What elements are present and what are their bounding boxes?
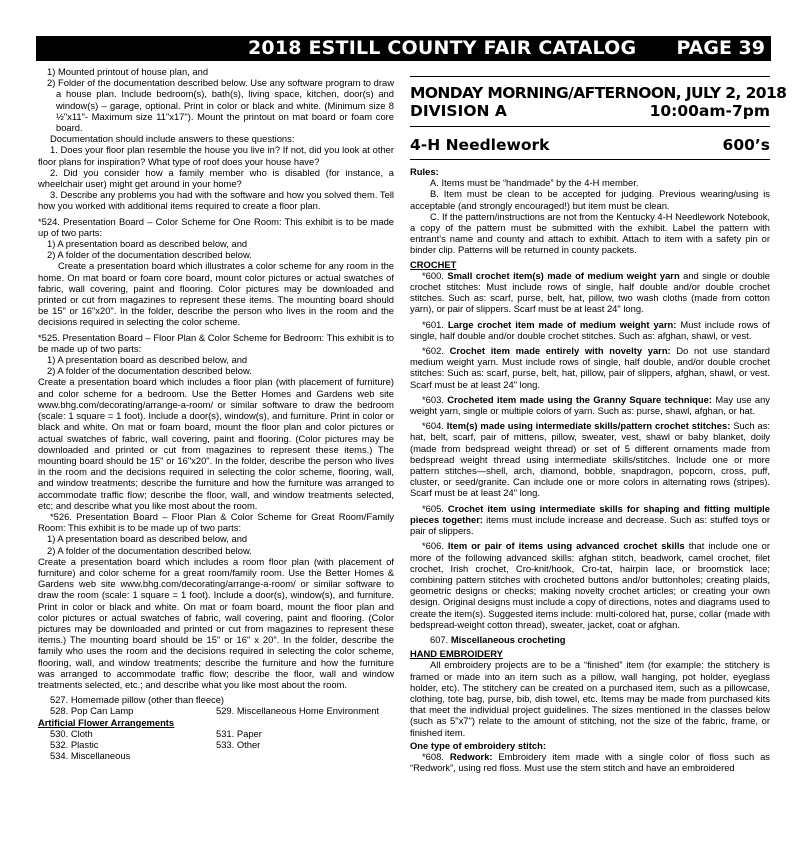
department-name: 4-H Needlework (410, 136, 550, 154)
divider (410, 126, 770, 127)
list-item: 1) Mounted printout of house plan, and (47, 66, 209, 77)
class-600: *600. Small crochet item(s) made of medium weight yarn and single or double crochet stitches: Must include rows of single, half double and/or double crochet stitches. Such as: scarf, purse, belt, hat, pillow, two wash cloths (made from cotton yarn), or pair of slippers. Scarf must be at least 24" long. (410, 269, 771, 315)
catalog-title: 2018 ESTILL COUNTY FAIR CATALOG (248, 37, 637, 59)
paragraph: Create a presentation board which includes a room floor plan (with placement of furniture) and color scheme for a great room/family room. Use the Better Homes & Gardens web site www.bhg.com/decorating/arrange-a-room/ or similar software to draw the room (scale: 1 square = 1 foot). Include a door(s), window(s), and furniture. Print in color or black and white. On mat or foam board, mount the floor plan and color pictures or actual swatches of fabric, wall covering, paint and flooring. (Color pictures may be downloaded and printed or cut from magazines to represent these items.) The mounting board should be 15" or 16" x 20". In the folder, describe the family who uses the room and the decisions required in selecting the color scheme, flooring, wall, and window treatments; describe the furniture and how the furniture was arranged to accommodate traffic flow; describe the floor, wall and window treatments selected, etc.; and describe what you like most about the room. (38, 555, 394, 690)
schedule-date: MONDAY MORNING/AFTERNOON, JULY 2, 2018 (410, 84, 787, 102)
department-number: 600’s (722, 136, 770, 154)
page-number: PAGE 39 (676, 37, 765, 59)
list-item: 2) A folder of the documentation described below. (47, 544, 252, 556)
class-605: *605. Crochet item using intermediate skills for shaping and fitting multiple pieces together: items must include increase and decrease. Such as: stuffed toys or pair of slippers. (410, 502, 771, 537)
class-525: *525. Presentation Board – Floor Plan & Color Scheme for Bedroom: This exhibit is to be made up of two parts: (38, 331, 394, 354)
rule-item: A. Items must be “handmade” by the 4-H member. (430, 177, 639, 189)
subheading: One type of embroidery stitch: (410, 739, 546, 751)
class-604: *604. Item(s) made using intermediate skills/pattern crochet stitches: Such as: hat, belt, scarf, pair of mittens, pillow, sweater, vest, shawl or baby blanket, doily (made from bedspread weight thread) or set of 5 different ornaments made from bedspread weight thread using intermediate skills/stitches. Include one or more pattern stitches—shell, arch, diamond, bobble, snapdragon, popcorn, cross, puff, cluster, or seed/granite. Can include one or more colors in alternating rows (stripes). Scarf must be at least 24" long. (410, 420, 770, 499)
question: 1. Does your floor plan resemble the house you live in? If not, did you look at other floor plans for inspiration? What type of roof does your house have? (38, 144, 394, 167)
paragraph: Create a presentation board which includes a floor plan (with placement of furniture) and color scheme for a bedroom. Use the Better Homes and Gardens web site www.bhg.com/decorating/arrange-a-room/ or similar software to draw the bedroom (scale: 1 square = 1 foot). Include a door(s), window(s), and furniture. Print in color or black and white. On mat or foam board, mount the floor plan and color pictures or actual swatches of fabric, wall covering, paint and flooring. (Color pictures may be downloaded and printed or cut from magazines to represent these items.) The mounting board should be 15" or 16"x20". In the folder, describe the person who lives in the room and the decisions required in selecting the color scheme, flooring, wall, and window treatments; describe the furniture and how the furniture was arranged to accommodate traffic flow; describe the floor, wall, and window treatments selected, etc; and describe what you like most about the room. (38, 376, 394, 511)
section-heading: CROCHET (410, 258, 457, 270)
class-603: *603. Crocheted item made using the Granny Square technique: May use any weight yarn, single or multiple colors of yarn. Such as: purse, shawl, afghan, or hat. (410, 393, 770, 417)
catalog-banner (36, 36, 771, 61)
section-heading: Artificial Flower Arrangements (38, 716, 175, 728)
list-item: 1) A presentation board as described below, and (47, 238, 248, 250)
class-532: 532. Plastic (50, 738, 99, 750)
class-601: *601. Large crochet item made of medium weight yarn: Must include rows of single, half double and/or double crochet stitches. Such as: afghan, shawl, or vest. (410, 318, 770, 341)
paragraph: Create a presentation board which illustrates a color scheme for any room in the home. On mat board or foam core board, mount color pictures or actual swatches of fabric, wall covering, paint and flooring. Color pictures may be downloaded and printed or cut from magazines to represent these items. The mounting board should be 15" or 16"x20". In the folder, describe the person who lives in the room and the decisions required in selecting the color scheme. (38, 260, 394, 328)
class-607: 607. Miscellaneous crocheting (430, 633, 566, 645)
class-527: 527. Homemade pillow (other than fleece) (50, 694, 225, 706)
section-heading: HAND EMBROIDERY (410, 648, 503, 660)
rules-heading: Rules: (410, 166, 439, 177)
division-name: DIVISION A (410, 102, 507, 120)
class-608: *608. Redwork: Embroidery item made with a single color of floss such as “Redwork”, using red floss. Must use the stem stitch and have an embroidered (410, 750, 770, 774)
class-530: 530. Cloth (50, 727, 93, 739)
class-524: *524. Presentation Board – Color Scheme for One Room: This exhibit is to be made up of two parts: (38, 215, 394, 238)
list-item: 2) Folder of the documentation described below. Use any software program to draw a house plan. Include bedroom(s), bath(s), living space, kitchen, door(s) and window(s) – garage, optional. Print in color or black and white. (Minimum size 8 ½"x11"- Maximum size 11"x17"). Mount the printout on mat board or foam core board. (47, 77, 394, 134)
class-533: 533. Other (216, 738, 261, 750)
class-606: *606. Item or pair of items using advanced crochet skills that include one or more of the following advanced skills: afghan stitch, beadwork, camel crochet, filet crochet, Irish crochet, Cro-knit/hook, Cro-tat, hairpin lace, or broomstick lace; combining pattern stitches with crocheted buttons and/or buttonholes; creating plaids, geometric designs or checks; making novelty crochet articles; or creating your own design. Original designs must include a copy of directions, notes and diagrams used to create the item(s). Suggested items include: multi-colored hat, purse, collar (made with bedspread-weight cotton thread), sweater, jacket, coat or afghan. (410, 540, 771, 630)
class-534: 534. Miscellaneous (50, 750, 131, 762)
list-item: 2) A folder of the documentation described below. (47, 365, 252, 377)
question: 2. Did you consider how a family member who is disabled (for instance, a wheelchair user) might get around in your home? (38, 166, 394, 190)
paragraph: Documentation should include answers to these questions: (50, 133, 295, 145)
rule-item: C. If the pattern/instructions are not from the Kentucky 4-H Needlework Notebook, a copy of the pattern must be submitted with the exhibit. Label the pattern with entrant’s name and county and attach to exhibit. Attach to item with a safety pin or binder clip. Patterns will be returned in county packets. (410, 210, 770, 256)
class-529: 529. Miscellaneous Home Environment (216, 705, 380, 717)
right-column (410, 66, 787, 774)
rule-item: B. Item must be clean to be accepted for judging. Previous wearing/using is acceptable (and strongly encouraged!) but item must be clean. (410, 188, 770, 211)
divider (410, 76, 770, 77)
class-528: 528. Pop Can Lamp (50, 705, 134, 717)
paragraph: All embroidery projects are to be a “finished” item (for example: the stitchery is framed or made into an item such as a pillow, wall hanging, pot holder, eyeglass holder, etc). The stitchery can be created on a purchased item, such as a pillowcase, clothing, tote bag, purse, bib, dish towel, etc. Items may be made from purchased kits that meet the individual project guidelines. The sizes mentioned in the classes below (such as 5"x7") relate to the amount of stitching, not the size of the fabric, frame, or finished item. (410, 659, 770, 738)
department-row (410, 136, 770, 154)
list-item: 2) A folder of the documentation described below. (47, 249, 252, 261)
list-item: 1) A presentation board as described below, and (47, 533, 248, 545)
division-time: 10:00am-7pm (649, 102, 770, 120)
class-602: *602. Crochet item made entirely with novelty yarn: Do not use standard medium weight yarn. Must include rows of single, half double, and/or double crochet stitches: Such as: scarf, purse, belt, hat, pillow, pair of slippers, afghan, shawl, or vest. Scarf must be at least 24" long. (410, 345, 770, 390)
class-531: 531. Paper (216, 727, 262, 739)
class-526: *526. Presentation Board – Floor Plan & Color Scheme for Great Room/Family Room: This exhibit is to be made up of two parts: (38, 510, 394, 534)
left-column (38, 66, 394, 761)
list-item: 1) A presentation board as described below, and (47, 354, 248, 366)
division-row (410, 102, 770, 120)
question: 3. Describe any problems you had with the software and how you solved them. Tell how you worked with additional items required to create a floor plan. (38, 189, 394, 212)
